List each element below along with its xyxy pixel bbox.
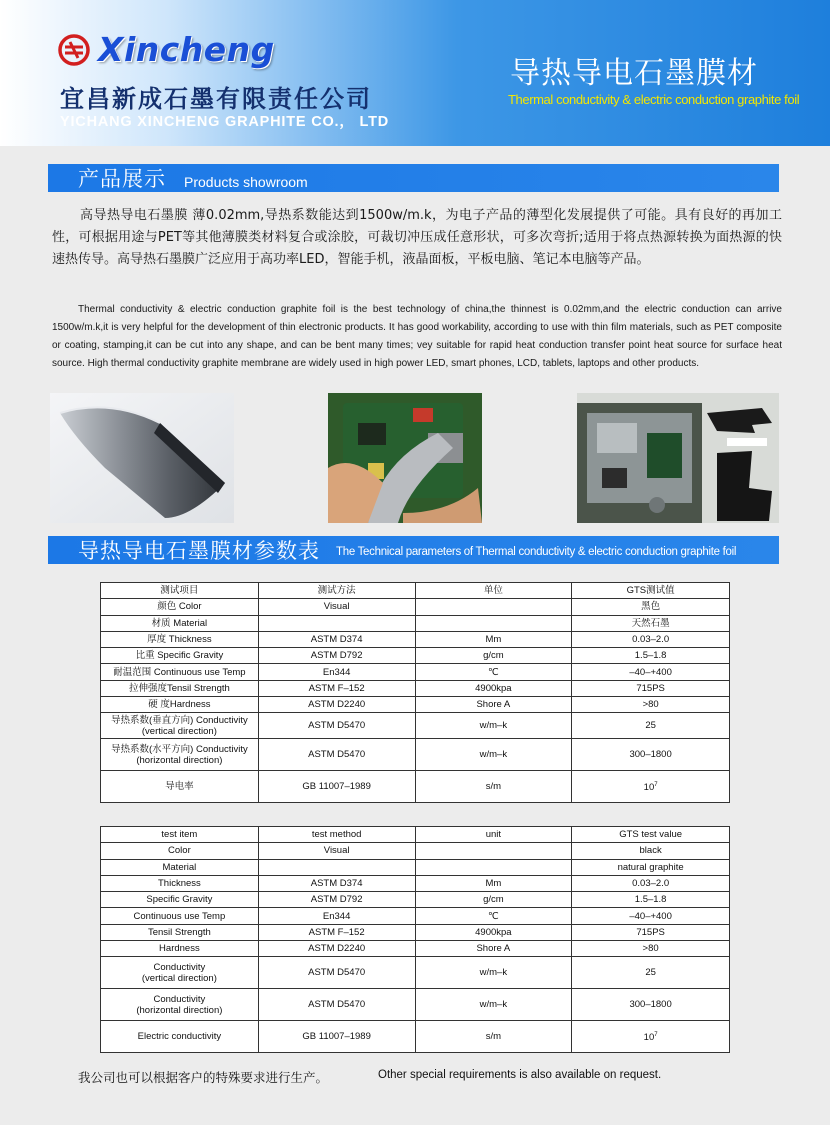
table-cell: 300–1800 bbox=[572, 739, 730, 771]
photo-graphite-foil bbox=[50, 393, 234, 523]
table-cell: 厚度 Thickness bbox=[101, 631, 259, 647]
table-cell: 颜色 Color bbox=[101, 599, 259, 615]
table-header-cell: 单位 bbox=[415, 583, 572, 599]
table-cell: g/cm bbox=[415, 648, 572, 664]
conductivity-exponent: 7 bbox=[654, 782, 658, 789]
table-cell: >80 bbox=[572, 941, 730, 957]
table-cell: 4900kpa bbox=[415, 924, 572, 940]
table-cell: GB 11007–1989 bbox=[258, 771, 415, 803]
conductivity-base: 10 bbox=[643, 782, 655, 794]
table-cell: 4900kpa bbox=[415, 680, 572, 696]
header-banner bbox=[0, 0, 830, 146]
table-cell: ASTM D792 bbox=[258, 648, 415, 664]
table-cell: ASTM F–152 bbox=[258, 680, 415, 696]
table-cell: 0.03–2.0 bbox=[572, 631, 730, 647]
footer-note-en: Other special requirements is also available on request. bbox=[378, 1069, 662, 1081]
table-header-row bbox=[101, 583, 730, 599]
logo bbox=[58, 30, 275, 69]
company-name-en: YICHANG XINCHENG GRAPHITE CO.， LTD bbox=[60, 114, 390, 130]
spec-table-cn bbox=[100, 582, 730, 803]
table-cell: 300–1800 bbox=[572, 989, 730, 1021]
product-description-en: Thermal conductivity & electric conduction graphite foil is the best technology of china,the thinnest is 0.02mm,and the electric conduction can arrive 1500w/m.k,it is very helpful for the development of thin electronic products. It has good workability, according to use with thin film materials, such as PET composite or coating, stamping,it can be cut into any shape, and can be bent many times; vey suitable for rapid heat conduction transfer point heat source for surface heat source. High thermal conductivity graphite membrane are widely used in high power LED, smart phones, LCD, tablets, laptops and other products. bbox=[52, 304, 782, 369]
table-cell: Color bbox=[101, 843, 259, 859]
logo-text: Xincheng bbox=[98, 30, 275, 69]
table-row bbox=[101, 908, 730, 924]
table-cell: Visual bbox=[258, 843, 415, 859]
table-cell: ASTM D5470 bbox=[258, 713, 415, 739]
product-description-cn: 高导热导电石墨膜 薄0.02mm,导热系数能达到1500w/m.k，为电子产品的薄型化发展提供了可能。具有良好的再加工性，可根据用途与PET等其他薄膜类材料复合或涂胶，可裁切冲压成任意形状，可多次弯折;适用于将点热源转换为面热源的快速热传导。高导热石墨膜广泛应用于高功率LED，智能手机，液晶面板，平板电脑、笔记本电脑等产品。 bbox=[52, 208, 782, 267]
table-cell: Shore A bbox=[415, 941, 572, 957]
table-cell: Shore A bbox=[415, 697, 572, 713]
table-cell: En344 bbox=[258, 664, 415, 680]
table-cell bbox=[415, 843, 572, 859]
table-row bbox=[101, 664, 730, 680]
table-cell: 拉伸强度Tensil Strength bbox=[101, 680, 259, 696]
table-cell: black bbox=[572, 843, 730, 859]
conductivity-exponent: 7 bbox=[654, 1032, 658, 1039]
table-cell: –40–+400 bbox=[572, 908, 730, 924]
table-header-cell: GTS测试值 bbox=[572, 583, 730, 599]
table-cell: –40–+400 bbox=[572, 664, 730, 680]
table-cell: g/cm bbox=[415, 892, 572, 908]
table-cell: Material bbox=[101, 859, 259, 875]
table-row bbox=[101, 875, 730, 891]
table-row bbox=[101, 989, 730, 1021]
table-header-cell: 测试方法 bbox=[258, 583, 415, 599]
table-row bbox=[101, 599, 730, 615]
showroom-section-bar bbox=[48, 164, 779, 192]
table-row bbox=[101, 892, 730, 908]
table-row bbox=[101, 924, 730, 940]
table-cell: ASTM D5470 bbox=[258, 989, 415, 1021]
table-cell: w/m–k bbox=[415, 989, 572, 1021]
table-cell bbox=[258, 859, 415, 875]
table-cell: Continuous use Temp bbox=[101, 908, 259, 924]
table-header-cell: unit bbox=[415, 827, 572, 843]
table-cell: Mm bbox=[415, 875, 572, 891]
table-header-cell: test method bbox=[258, 827, 415, 843]
table-row bbox=[101, 680, 730, 696]
table-cell: GB 11007–1989 bbox=[258, 1021, 415, 1053]
table-row bbox=[101, 697, 730, 713]
table-cell: ℃ bbox=[415, 908, 572, 924]
table-cell bbox=[415, 599, 572, 615]
table-cell bbox=[572, 771, 730, 803]
table-cell: ASTM F–152 bbox=[258, 924, 415, 940]
table-cell: 导热系数(垂直方向) Conductivity (vertical direction) bbox=[101, 713, 259, 739]
table-header-cell: test item bbox=[101, 827, 259, 843]
table-cell: Visual bbox=[258, 599, 415, 615]
table-cell: ASTM D374 bbox=[258, 631, 415, 647]
table-cell bbox=[415, 615, 572, 631]
table-cell bbox=[572, 1021, 730, 1053]
table-cell: Mm bbox=[415, 631, 572, 647]
table-cell: En344 bbox=[258, 908, 415, 924]
company-name-cn: 宜昌新成石墨有限责任公司 bbox=[60, 85, 372, 113]
table-cell: Specific Gravity bbox=[101, 892, 259, 908]
table-row bbox=[101, 739, 730, 771]
table-cell: w/m–k bbox=[415, 713, 572, 739]
table-cell: w/m–k bbox=[415, 957, 572, 989]
table-cell: 导电率 bbox=[101, 771, 259, 803]
table-cell: 耐温范围 Continuous use Temp bbox=[101, 664, 259, 680]
table-cell: 1.5–1.8 bbox=[572, 892, 730, 908]
table-row bbox=[101, 713, 730, 739]
table-row bbox=[101, 648, 730, 664]
table-row bbox=[101, 615, 730, 631]
table-cell: 715PS bbox=[572, 924, 730, 940]
table-cell: s/m bbox=[415, 1021, 572, 1053]
table-cell: w/m–k bbox=[415, 739, 572, 771]
table-cell: Electric conductivity bbox=[101, 1021, 259, 1053]
table-cell: 比重 Specific Gravity bbox=[101, 648, 259, 664]
table-row bbox=[101, 771, 730, 803]
showroom-title-cn: 产品展示 bbox=[78, 167, 166, 191]
product-title-cn: 导热导电石墨膜材 bbox=[510, 56, 758, 91]
table-cell: s/m bbox=[415, 771, 572, 803]
table-cell: 25 bbox=[572, 713, 730, 739]
table-row bbox=[101, 859, 730, 875]
table-cell: 硬 度Hardness bbox=[101, 697, 259, 713]
table-cell: 导热系数(水平方向) Conductivity (horizontal direction) bbox=[101, 739, 259, 771]
photo-device-teardown bbox=[577, 393, 779, 523]
table-cell: Thickness bbox=[101, 875, 259, 891]
params-title-en: The Technical parameters of Thermal conductivity & electric conduction graphite foil bbox=[336, 546, 737, 558]
product-title-en: Thermal conductivity & electric conduction graphite foil bbox=[508, 92, 800, 107]
table-header-cell: GTS test value bbox=[572, 827, 730, 843]
table-cell: ASTM D5470 bbox=[258, 957, 415, 989]
params-section-bar bbox=[48, 536, 779, 564]
conductivity-base: 10 bbox=[643, 1032, 655, 1044]
table-cell: ℃ bbox=[415, 664, 572, 680]
table-cell bbox=[415, 859, 572, 875]
table-cell: Tensil Strength bbox=[101, 924, 259, 940]
footer-note-cn: 我公司也可以根据客户的特殊要求进行生产。 bbox=[78, 1070, 329, 1085]
company-logo-icon bbox=[58, 34, 90, 66]
table-cell: 天然石墨 bbox=[572, 615, 730, 631]
table-cell: Hardness bbox=[101, 941, 259, 957]
spec-table-en bbox=[100, 826, 730, 1053]
table-cell: natural graphite bbox=[572, 859, 730, 875]
table-header-cell: 测试项目 bbox=[101, 583, 259, 599]
table-cell: 25 bbox=[572, 957, 730, 989]
photo-circuit-board bbox=[328, 393, 482, 523]
table-cell: Conductivity (horizontal direction) bbox=[101, 989, 259, 1021]
table-cell: 黑色 bbox=[572, 599, 730, 615]
table-cell bbox=[258, 615, 415, 631]
table-cell: 715PS bbox=[572, 680, 730, 696]
table-cell: ASTM D792 bbox=[258, 892, 415, 908]
table-cell: >80 bbox=[572, 697, 730, 713]
showroom-title-en: Products showroom bbox=[184, 174, 308, 190]
table-cell: ASTM D374 bbox=[258, 875, 415, 891]
table-row bbox=[101, 631, 730, 647]
table-cell: 1.5–1.8 bbox=[572, 648, 730, 664]
table-cell: 0.03–2.0 bbox=[572, 875, 730, 891]
table-row bbox=[101, 843, 730, 859]
table-cell: ASTM D5470 bbox=[258, 739, 415, 771]
table-cell: 材质 Material bbox=[101, 615, 259, 631]
table-header-row bbox=[101, 827, 730, 843]
table-row bbox=[101, 1021, 730, 1053]
table-row bbox=[101, 957, 730, 989]
table-cell: Conductivity (vertical direction) bbox=[101, 957, 259, 989]
table-row bbox=[101, 941, 730, 957]
params-title-cn: 导热导电石墨膜材参数表 bbox=[78, 539, 320, 563]
table-cell: ASTM D2240 bbox=[258, 697, 415, 713]
table-cell: ASTM D2240 bbox=[258, 941, 415, 957]
